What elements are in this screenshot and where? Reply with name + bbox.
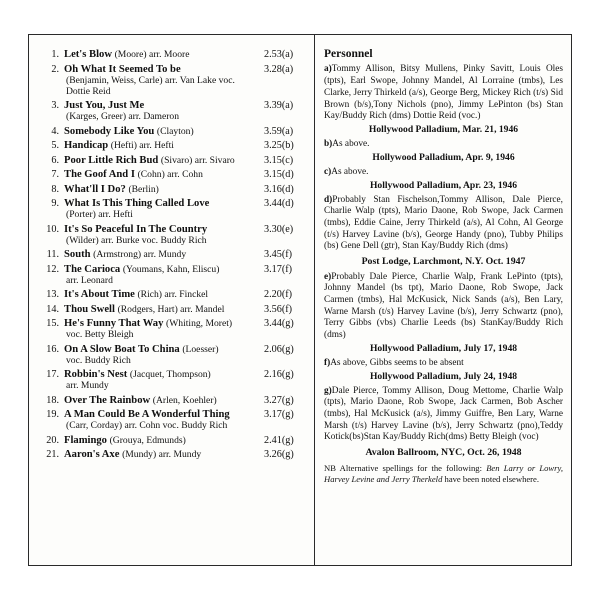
track-body — [64, 64, 264, 97]
track-body — [64, 318, 264, 340]
track-subcredit: (Karges, Greer) arr. Dameron — [66, 111, 180, 122]
track-row — [39, 155, 306, 166]
track-row — [39, 289, 306, 300]
track-title: It's About Time — [64, 289, 135, 300]
track-number: 5. — [51, 140, 59, 151]
track-number: 1. — [51, 49, 59, 60]
alternative-spellings-note — [324, 463, 563, 484]
track-duration: 3.15(c) — [264, 154, 294, 166]
track-body — [64, 140, 264, 151]
track-body — [64, 304, 264, 315]
track-title: The Carioca — [64, 263, 121, 275]
track-credit: (Clayton) — [156, 125, 194, 137]
track-title: Just You, Just Me — [64, 100, 145, 111]
track-row — [39, 344, 306, 366]
track-title: It's So Peaceful In The Country — [64, 223, 208, 235]
personnel-letter: d) — [324, 194, 333, 205]
track-credit: (Armstrong) arr. Mundy — [93, 249, 187, 260]
track-row — [39, 249, 306, 260]
track-credit: (Hefti) arr. Hefti — [110, 140, 174, 151]
track-row — [39, 224, 306, 246]
track-title: South — [64, 249, 91, 260]
track-duration: 3.30(e) — [264, 223, 294, 235]
track-duration: 3.59(a) — [264, 125, 294, 137]
personnel-letter: b) — [324, 139, 333, 150]
personnel-text: Tommy Allison, Bitsy Mullens, Pinky Savitt, Louis Oles (tpts), Earl Swope, Johnny Mandel, Al Lorraine (tmbs), Les Clarke, Jerry Thirkeld (a/s), George Berg, Mickey Rich (t/s) Sid Brown (b/s),Tony Nichols (pno), Jimmy LePinton (bs) Stan Kay/Buddy Rich (dms) Dottie Reid (voc.) — [324, 64, 563, 122]
track-body — [64, 100, 264, 122]
track-duration: 3.16(d) — [264, 183, 294, 195]
track-row — [39, 449, 306, 460]
track-credit: (Cohn) arr. Cohn — [137, 169, 203, 180]
personnel-text: As above, Gibbs seems to be absent — [330, 357, 464, 368]
track-duration: 2.41(g) — [264, 434, 294, 446]
track-title: Poor Little Rich Bud — [64, 154, 159, 166]
track-row — [39, 318, 306, 340]
track-body — [64, 49, 264, 60]
track-duration: 3.15(d) — [264, 169, 294, 180]
track-duration: 3.44(g) — [264, 318, 294, 329]
track-credit: (Rich) arr. Finckel — [137, 289, 209, 300]
track-title: The Goof And I — [64, 169, 135, 180]
track-duration: 3.17(g) — [264, 409, 294, 420]
track-subcredit: (Porter) arr. Hefti — [66, 209, 133, 220]
track-credit: (Mundy) arr. Mundy — [122, 449, 202, 460]
track-duration: 3.26(g) — [264, 449, 294, 460]
personnel-heading: Personnel — [324, 48, 373, 60]
personnel-letter: a) — [324, 64, 332, 75]
personnel-column — [315, 35, 571, 565]
track-number: 3. — [51, 100, 59, 111]
personnel-text: Dale Pierce, Tommy Allison, Doug Mettome, Charlie Walp (tpts), Mario Daone, Rob Swope, Jack Carmen, Bob Ascher (tmbs), Hal McKusick (a/s), Jimmy Guiffre, Ben Lary, Warne Marsh (t/s) Harvey Lavine (b/s), Jerry Schwartz (pno),Teddy Kotick(bs)Stan Kay/Buddy Rich(dms) Betty Bleigh (voc) — [324, 385, 563, 443]
track-number: 15. — [46, 318, 59, 329]
track-body — [64, 224, 264, 246]
personnel-entry — [324, 386, 563, 445]
track-credit: (Moore) arr. Moore — [114, 49, 190, 60]
track-body — [64, 435, 264, 446]
track-number: 8. — [51, 183, 59, 195]
personnel-entry — [324, 139, 563, 151]
track-row — [39, 49, 306, 60]
track-subcredit: arr. Mundy — [66, 380, 109, 391]
track-credit: (Grouya, Edmunds) — [109, 434, 186, 446]
track-number: 12. — [46, 263, 59, 275]
track-credit: (Arlen, Koehler) — [152, 394, 217, 406]
track-duration: 3.39(a) — [264, 100, 294, 111]
track-body — [64, 184, 264, 195]
track-row — [39, 304, 306, 315]
personnel-entry — [324, 272, 563, 342]
track-row — [39, 198, 306, 220]
track-row — [39, 409, 306, 431]
track-subcredit: voc. Buddy Rich — [66, 354, 131, 366]
track-title: Flamingo — [64, 434, 107, 446]
track-title: On A Slow Boat To China — [64, 343, 180, 355]
track-duration: 3.27(g) — [264, 394, 294, 406]
track-duration: 2.16(g) — [264, 369, 294, 380]
track-number: 13. — [46, 289, 59, 300]
track-number: 11. — [46, 249, 59, 260]
track-duration: 2.20(f) — [264, 289, 293, 300]
track-body — [64, 264, 264, 286]
track-duration: 2.06(g) — [264, 343, 294, 355]
personnel-venue: Hollywood Palladium, Mar. 21, 1946 — [368, 124, 519, 135]
track-title: What Is This Thing Called Love — [64, 198, 210, 209]
track-title: Let's Blow — [64, 49, 112, 60]
track-title: Aaron's Axe — [64, 449, 120, 460]
track-subcredit: arr. Leonard — [66, 274, 113, 286]
note-italic: Ben Larry or Lowry, Harvey Levine and Jerry Therkeld — [324, 463, 563, 484]
personnel-text: Probably Dale Pierce, Charlie Walp, Frank LePinto (tpts), Johnny Mandel (bs tpt), Mario Daone, Rob Swope, Jack Carmen (tmbs), Hal McKusick, Nick Sands (a/s), Ben Lary, Warne Marsh (t/s) Harvey Lavine (b/s), Jerry Schwartz (pno), Terry Gibbs (vbs) Charlie Leeds (bs) StanKay/Buddy Rich (dms) — [324, 271, 563, 341]
track-number: 16. — [46, 343, 59, 355]
track-body — [64, 369, 264, 391]
track-title: What'll I Do? — [64, 183, 126, 195]
personnel-venue: Post Lodge, Larchmont, N.Y. Oct. 1947 — [361, 256, 526, 268]
track-title: Thou Swell — [64, 303, 115, 315]
track-subcredit: (Wilder) arr. Burke voc. Buddy Rich — [66, 234, 207, 246]
track-body — [64, 126, 264, 137]
track-title: Handicap — [64, 140, 109, 151]
personnel-entry — [324, 195, 563, 254]
personnel-entry — [324, 64, 563, 123]
liner-notes-page — [28, 34, 572, 566]
track-number: 19. — [46, 409, 59, 420]
track-row — [39, 264, 306, 286]
track-duration: 3.28(a) — [264, 63, 294, 75]
personnel-letter: c) — [324, 166, 332, 177]
personnel-entry — [324, 167, 563, 179]
track-credit: (Youmans, Kahn, Eliscu) — [122, 263, 220, 275]
track-row — [39, 369, 306, 391]
personnel-letter: f) — [324, 357, 331, 368]
track-subcredit: (Benjamin, Weiss, Carle) arr. Van Lake voc. Dottie Reid — [66, 74, 235, 97]
track-duration: 3.17(f) — [264, 263, 293, 275]
track-credit: (Whiting, Moret) — [166, 318, 233, 329]
track-body — [64, 249, 264, 260]
track-credit: (Sivaro) arr. Sivaro — [160, 154, 235, 166]
track-title: He's Funny That Way — [64, 318, 164, 329]
track-body — [64, 198, 264, 220]
track-duration: 3.45(f) — [264, 249, 293, 260]
track-subcredit: voc. Betty Bleigh — [66, 329, 134, 340]
track-body — [64, 289, 264, 300]
track-number: 7. — [51, 169, 59, 180]
track-title: A Man Could Be A Wonderful Thing — [64, 409, 230, 420]
personnel-venue: Hollywood Palladium, Apr. 9, 1946 — [372, 151, 515, 163]
personnel-text: As above. — [332, 139, 370, 150]
track-credit: (Jacquet, Thompson) — [129, 369, 211, 380]
track-row — [39, 100, 306, 122]
track-duration: 3.25(b) — [264, 140, 294, 151]
track-credit: (Loesser) — [182, 343, 219, 355]
personnel-text: Probably Stan Fischelson,Tommy Allison, Dale Pierce, Charlie Walp (tpts), Mario Daone, Rob Swope, Jack Carmen (tmbs), Eddie Caine, Jerry Thirkeld (a/s), Al Cohn, Al George (t/s) Harvey Lavine (b/s), George Handy (pno), Tubby Philips (bs) Gene Dell (gtr), Stan Kay/Buddy Rich (dms) — [324, 194, 563, 252]
track-body — [64, 344, 264, 366]
track-row — [39, 126, 306, 137]
track-body — [64, 155, 264, 166]
track-number: 9. — [51, 198, 59, 209]
track-body — [64, 169, 264, 180]
personnel-letter: g) — [324, 385, 332, 396]
track-row — [39, 169, 306, 180]
track-subcredit: (Carr, Corday) arr. Cohn voc. Buddy Rich — [66, 420, 228, 431]
personnel-text: As above. — [331, 166, 369, 177]
track-row — [39, 395, 306, 406]
track-number: 21. — [46, 449, 59, 460]
track-body — [64, 409, 264, 431]
track-number: 18. — [46, 394, 59, 406]
track-title: Over The Rainbow — [64, 394, 151, 406]
track-number: 17. — [46, 369, 59, 380]
track-number: 2. — [51, 63, 59, 75]
track-credit: (Berlin) — [128, 183, 159, 195]
track-row — [39, 140, 306, 151]
track-row — [39, 184, 306, 195]
personnel-entries — [324, 64, 563, 459]
track-number: 20. — [46, 434, 59, 446]
personnel-venue: Avalon Ballroom, NYC, Oct. 26, 1948 — [365, 447, 522, 459]
personnel-venue: Hollywood Palladium, Apr. 23, 1946 — [369, 179, 518, 191]
track-number: 14. — [46, 303, 59, 315]
track-duration: 2.53(a) — [264, 49, 294, 60]
personnel-letter: e) — [324, 271, 332, 282]
note-suffix: have been noted elsewhere. — [442, 473, 540, 484]
track-body — [64, 449, 264, 460]
track-title: Oh What It Seemed To be — [64, 63, 181, 75]
track-title: Somebody Like You — [64, 125, 155, 137]
note-prefix: NB Alternative spellings for the following: — [324, 463, 487, 474]
track-row — [39, 435, 306, 446]
personnel-venue: Hollywood Palladium, July 24, 1948 — [369, 370, 518, 382]
track-credit: (Rodgers, Hart) arr. Mandel — [117, 303, 225, 315]
track-number: 6. — [51, 154, 59, 166]
track-duration: 3.56(f) — [264, 303, 293, 315]
track-row — [39, 64, 306, 97]
track-number: 10. — [46, 223, 59, 235]
track-list — [29, 35, 315, 565]
track-duration: 3.44(d) — [264, 198, 294, 209]
personnel-venue: Hollywood Palladium, July 17, 1948 — [369, 342, 518, 354]
track-title: Robbin's Nest — [64, 369, 128, 380]
track-body — [64, 395, 264, 406]
track-number: 4. — [51, 125, 59, 137]
personnel-entry — [324, 358, 563, 370]
